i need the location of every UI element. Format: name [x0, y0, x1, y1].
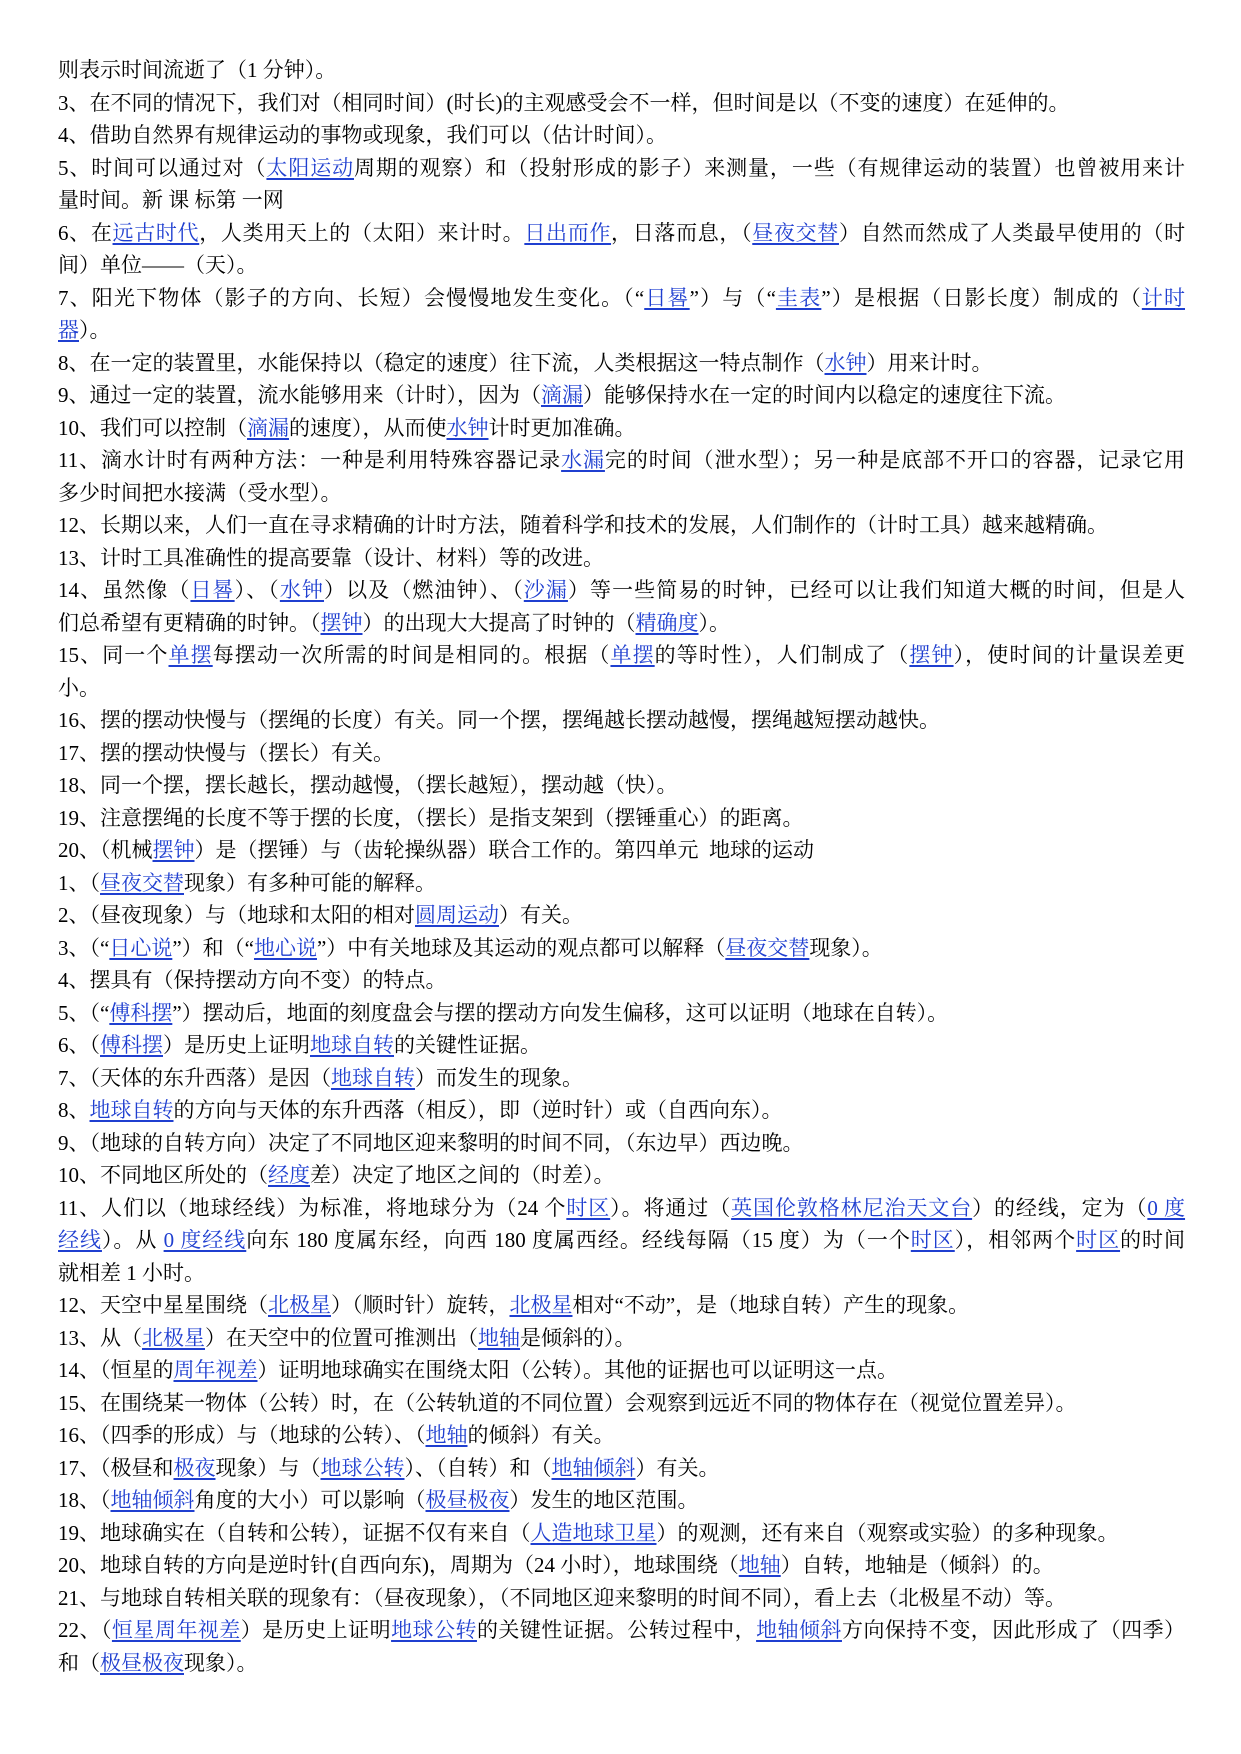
paragraph: [58, 542, 1185, 575]
text-line: [58, 867, 1185, 900]
paragraph: [58, 1289, 1185, 1322]
text-run: 的关键性证据。: [394, 1033, 541, 1057]
text-line: [58, 1127, 1185, 1160]
hyperlink[interactable]: 周年视差: [173, 1358, 258, 1382]
text-line: [58, 282, 1185, 315]
paragraph: [58, 1582, 1185, 1615]
text-line: [58, 1289, 1185, 1322]
text-run: 16、（四季的形成）与（地球的公转）、（: [58, 1423, 426, 1447]
text-run: 8、在一定的装置里，水能保持以（稳定的速度）往下流，人类根据这一特点制作（: [58, 350, 825, 375]
text-run: 21、与地球自转相关联的现象有：（昼夜现象），（不同地区迎来黎明的时间不同），看上去（北极星不动）等。: [58, 1585, 1066, 1610]
text-run: 5、时间可以通过对（: [58, 155, 267, 180]
text-run: 15、在围绕某一物体（公转）时，在（公转轨道的不同位置）会观察到远近不同的物体存在（视觉位置差异）。: [58, 1390, 1077, 1415]
paragraph: [58, 152, 1185, 217]
paragraph: [58, 1094, 1185, 1127]
paragraph: [58, 1549, 1185, 1582]
text-run: 9、通过一定的装置，流水能够用来（计时），因为（: [58, 383, 541, 407]
text-run: 14、虽然像（: [58, 578, 191, 602]
hyperlink[interactable]: 经线: [58, 1228, 102, 1252]
hyperlink[interactable]: 地球自转: [310, 1033, 394, 1057]
text-line: [58, 1647, 1185, 1680]
text-run: 的速度），从而使: [289, 415, 447, 440]
hyperlink[interactable]: 单摆: [610, 643, 655, 667]
paragraph: [58, 1614, 1185, 1679]
text-run: ）、（自转）和（: [404, 1455, 552, 1480]
text-run: ）以及（燃油钟）、（: [324, 578, 524, 602]
paragraph: [58, 509, 1185, 542]
text-line: [58, 1354, 1185, 1387]
text-run: 周期的观察）和（投射形成的影子）来测量，一些（有规律运动的装置）也曾被用来计: [354, 155, 1186, 180]
hyperlink[interactable]: 时区: [1076, 1228, 1121, 1252]
text-line: [58, 379, 1185, 412]
text-run: ）是历史上证明: [240, 1618, 392, 1642]
text-run: ）发生的地区范围。: [509, 1488, 699, 1512]
text-run: ）、（: [234, 578, 280, 602]
hyperlink[interactable]: 日出而作: [524, 220, 612, 245]
text-line: [58, 87, 1185, 120]
paragraph: [58, 1517, 1185, 1550]
text-run: 20、地球自转的方向是逆时针(自西向东)，周期为（24 小时），地球围绕（: [58, 1553, 739, 1577]
text-line: [58, 347, 1185, 380]
paragraph: [58, 1159, 1185, 1192]
text-run: 相对“不动”，是（地球自转）产生的现象。: [572, 1293, 970, 1317]
text-run: ）是（摆锤）与（齿轮操纵器）联合工作的。第四单元 地球的运动: [194, 838, 814, 862]
hyperlink[interactable]: 0 度经线: [163, 1228, 247, 1252]
text-run: 15、同一个: [58, 643, 169, 667]
hyperlink[interactable]: 远古时代: [112, 220, 200, 245]
text-run: 6、在: [58, 220, 113, 245]
text-run: 们总希望有更精确的时钟。（: [58, 610, 321, 635]
paragraph: [58, 769, 1185, 802]
text-line: [58, 1257, 1185, 1290]
text-run: 8、: [58, 1098, 90, 1122]
text-run: 量时间。新 课 标第 一网: [58, 188, 284, 212]
text-line: [58, 899, 1185, 932]
text-run: ），相邻两个: [954, 1228, 1077, 1252]
paragraph: [58, 282, 1185, 347]
paragraph: [58, 1452, 1185, 1485]
text-line: [58, 769, 1185, 802]
text-run: 完的时间（泄水型）；另一种是底部不开口的容器，记录它用: [604, 448, 1186, 472]
text-line: [58, 1582, 1185, 1615]
hyperlink[interactable]: 极夜: [173, 1455, 216, 1480]
text-line: [58, 1484, 1185, 1517]
text-run: ）的经线，定为（: [972, 1195, 1148, 1220]
text-line: [58, 1387, 1185, 1420]
text-line: [58, 184, 1185, 217]
text-line: [58, 477, 1185, 510]
text-run: 13、从（: [58, 1325, 142, 1350]
text-run: ”）与（“: [689, 285, 776, 310]
text-run: ）。从: [101, 1228, 164, 1252]
text-run: ）自转，地轴是（倾斜）的。: [780, 1553, 1054, 1577]
paragraph: [58, 1192, 1185, 1290]
hyperlink[interactable]: 水钟: [446, 415, 489, 440]
text-run: ）的出现大大提高了时钟的（: [362, 610, 636, 635]
text-run: 每摆动一次所需的时间是相同的。根据（: [212, 643, 611, 667]
text-run: ）而发生的现象。: [415, 1065, 583, 1090]
text-run: 则表示时间流逝了（1 分钟）。: [58, 58, 337, 82]
text-run: 12、长期以来，人们一直在寻求精确的计时方法，随着科学和技术的发展，人们制作的（计时工具）越来越精确。: [58, 513, 1108, 537]
text-line: [58, 54, 1185, 87]
hyperlink[interactable]: 日晷: [644, 285, 690, 310]
text-line: [58, 217, 1185, 250]
text-line: [58, 607, 1185, 640]
paragraph: [58, 87, 1185, 120]
text-run: 18、同一个摆，摆长越长，摆动越慢，（摆长越短），摆动越（快）。: [58, 773, 678, 797]
text-run: 是倾斜的）。: [520, 1325, 636, 1350]
text-run: ）在天空中的位置可推测出（: [205, 1325, 478, 1350]
text-run: 9、（地球的自转方向）决定了不同地区迎来黎明的时间不同，（东边早）西边晚。: [58, 1130, 804, 1155]
text-line: [58, 1419, 1185, 1452]
text-run: 14、（恒星的: [58, 1358, 174, 1382]
paragraph: [58, 1062, 1185, 1095]
paragraph: [58, 54, 1185, 87]
text-run: 7、阳光下物体（影子的方向、长短）会慢慢地发生变化。（“: [58, 285, 645, 310]
text-run: ）有关。: [499, 903, 583, 927]
paragraph: [58, 1387, 1185, 1420]
text-run: 现象）与（: [215, 1455, 321, 1480]
text-line: [58, 444, 1185, 477]
text-line: [58, 737, 1185, 770]
hyperlink[interactable]: 滴漏: [541, 383, 583, 407]
text-line: [58, 997, 1185, 1030]
hyperlink[interactable]: 太阳运动: [266, 155, 354, 180]
text-line: [58, 1322, 1185, 1355]
hyperlink[interactable]: 时区: [566, 1195, 611, 1220]
text-run: 16、摆的摆动快慢与（摆绳的长度）有关。同一个摆，摆绳越长摆动越慢，摆绳越短摆动越快。: [58, 708, 940, 732]
text-run: ）（顺时针）旋转，: [331, 1293, 510, 1317]
text-run: 方向保持不变，因此形成了（四季）: [841, 1618, 1186, 1642]
text-run: 19、注意摆绳的长度不等于摆的长度，（摆长）是指支架到（摆锤重心）的距离。: [58, 805, 804, 830]
paragraph: [58, 867, 1185, 900]
text-run: 1、（: [58, 870, 100, 895]
hyperlink[interactable]: 北极星: [268, 1293, 331, 1317]
hyperlink[interactable]: 计时: [1141, 285, 1185, 310]
text-line: [58, 412, 1185, 445]
text-run: 4、借助自然界有规律运动的事物或现象，我们可以（估计时间）。: [58, 123, 667, 147]
text-run: 5、（“: [58, 1000, 110, 1025]
text-run: ，人类用天上的（太阳）来计时。: [199, 220, 525, 245]
text-line: [58, 1517, 1185, 1550]
text-run: 和（: [58, 1650, 100, 1675]
paragraph: [58, 1127, 1185, 1160]
text-run: ）。: [79, 318, 111, 342]
text-line: [58, 639, 1185, 672]
document-body: [58, 54, 1185, 1679]
paragraph: [58, 1484, 1185, 1517]
hyperlink[interactable]: 日晷: [190, 578, 235, 602]
text-run: 多少时间把水接满（受水型）。: [58, 480, 342, 505]
text-run: 3、（“: [58, 935, 110, 960]
hyperlink[interactable]: 水钟: [279, 578, 325, 602]
text-line: [58, 574, 1185, 607]
hyperlink[interactable]: 单摆: [168, 643, 213, 667]
paragraph: [58, 412, 1185, 445]
text-run: ”）中有关地球及其运动的观点都可以解释（: [316, 935, 726, 960]
hyperlink[interactable]: 地球自转: [89, 1098, 174, 1122]
paragraph: [58, 639, 1185, 704]
text-line: [58, 964, 1185, 997]
text-run: ）自然而然成了人类最早使用的（时: [838, 220, 1186, 245]
text-run: 向东 180 度属东经，向西 180 度属西经。经线每隔（15 度）为（一个: [246, 1228, 911, 1252]
text-run: 17、（极昼和: [58, 1455, 174, 1480]
paragraph: [58, 1354, 1185, 1387]
paragraph: [58, 964, 1185, 997]
hyperlink[interactable]: 极昼极夜: [425, 1488, 510, 1512]
text-line: [58, 119, 1185, 152]
text-line: [58, 704, 1185, 737]
hyperlink[interactable]: 人造地球卫星: [530, 1520, 657, 1545]
text-run: 的倾斜）有关。: [467, 1423, 615, 1447]
hyperlink[interactable]: 英国伦敦格林尼治天文台: [731, 1195, 973, 1220]
text-line: [58, 249, 1185, 282]
text-line: [58, 1159, 1185, 1192]
text-run: ）。将通过（: [610, 1195, 732, 1220]
hyperlink[interactable]: 摆钟: [152, 838, 195, 862]
hyperlink[interactable]: 地球自转: [331, 1065, 415, 1090]
paragraph: [58, 1029, 1185, 1062]
hyperlink[interactable]: 地轴: [425, 1423, 468, 1447]
hyperlink[interactable]: 地轴: [738, 1553, 781, 1577]
hyperlink[interactable]: 经度: [268, 1163, 310, 1187]
text-run: 计时更加准确。: [488, 415, 636, 440]
paragraph: [58, 574, 1185, 639]
hyperlink[interactable]: 北极星: [142, 1325, 205, 1350]
hyperlink[interactable]: 昼夜交替: [752, 220, 839, 245]
hyperlink[interactable]: 圆周运动: [415, 903, 499, 927]
text-run: 3、在不同的情况下，我们对（相同时间）(时长)的主观感受会不一样，但时间是以（不变的速度）在延伸的。: [58, 90, 1070, 115]
text-line: [58, 314, 1185, 347]
text-run: 22、（: [58, 1618, 112, 1642]
paragraph: [58, 444, 1185, 509]
hyperlink[interactable]: 地心说: [253, 935, 317, 960]
text-run: 现象）有多种可能的解释。: [184, 870, 436, 895]
text-line: [58, 802, 1185, 835]
text-run: 就相差 1 小时。: [58, 1260, 205, 1285]
text-run: 11、滴水计时有两种方法：一种是利用特殊容器记录: [58, 448, 562, 472]
hyperlink[interactable]: 恒星周年视差: [111, 1618, 241, 1642]
paragraph: [58, 347, 1185, 380]
text-line: [58, 1192, 1185, 1225]
hyperlink[interactable]: 昼夜交替: [100, 870, 184, 895]
text-run: 12、天空中星星围绕（: [58, 1293, 268, 1317]
text-run: ）的观测，还有来自（观察或实验）的多种现象。: [656, 1520, 1119, 1545]
paragraph: [58, 737, 1185, 770]
hyperlink[interactable]: 时区: [910, 1228, 955, 1252]
text-run: 20、（机械: [58, 838, 153, 862]
hyperlink[interactable]: 水钟: [824, 350, 867, 375]
text-run: ”）摆动后，地面的刻度盘会与摆的摆动方向发生偏移，这可以证明（地球在自转）。: [172, 1000, 949, 1025]
paragraph: [58, 704, 1185, 737]
hyperlink[interactable]: 傅科摆: [109, 1000, 173, 1025]
hyperlink[interactable]: 地轴倾斜: [110, 1488, 195, 1512]
hyperlink[interactable]: 圭表: [775, 285, 822, 310]
hyperlink[interactable]: 日心说: [109, 935, 173, 960]
paragraph: [58, 1419, 1185, 1452]
hyperlink[interactable]: 器: [58, 318, 79, 342]
hyperlink[interactable]: 精确度: [635, 610, 699, 635]
hyperlink[interactable]: 地球公转: [320, 1455, 405, 1480]
text-line: [58, 1062, 1185, 1095]
text-line: [58, 1452, 1185, 1485]
hyperlink[interactable]: 水漏: [561, 448, 605, 472]
text-run: 17、摆的摆动快慢与（摆长）有关。: [58, 740, 394, 765]
hyperlink[interactable]: 极昼极夜: [100, 1650, 184, 1675]
text-run: ，日落而息，（: [611, 220, 753, 245]
text-run: ）证明地球确实在围绕太阳（公转）。其他的证据也可以证明这一点。: [257, 1358, 898, 1382]
text-line: [58, 1224, 1185, 1257]
text-line: [58, 542, 1185, 575]
paragraph: [58, 899, 1185, 932]
hyperlink[interactable]: 地轴倾斜: [756, 1618, 842, 1642]
paragraph: [58, 997, 1185, 1030]
paragraph: [58, 217, 1185, 282]
hyperlink[interactable]: 0 度: [1147, 1195, 1186, 1220]
text-run: ）等一些简易的时钟，已经可以让我们知道大概的时间，但是人: [567, 578, 1186, 602]
text-run: 10、不同地区所处的（: [58, 1163, 268, 1187]
text-run: 的时间: [1120, 1228, 1186, 1252]
text-line: [58, 834, 1185, 867]
text-run: 4、摆具有（保持摆动方向不变）的特点。: [58, 968, 447, 992]
text-run: 现象）。: [809, 935, 883, 960]
text-run: 10、我们可以控制（: [58, 415, 247, 440]
text-run: 现象）。: [184, 1650, 258, 1675]
hyperlink[interactable]: 地球公转: [391, 1618, 477, 1642]
paragraph: [58, 834, 1185, 867]
text-run: 7、（天体的东升西落）是因（: [58, 1065, 331, 1090]
text-run: ）有关。: [635, 1455, 720, 1480]
text-run: 11、人们以（地球经线）为标准，将地球分为（24 个: [58, 1195, 567, 1220]
text-run: 的方向与天体的东升西落（相反），即（逆时针）或（自西向东）。: [173, 1098, 783, 1122]
text-run: ”）是根据（日影长度）制成的（: [821, 285, 1142, 310]
text-run: 差）决定了地区之间的（时差）。: [310, 1163, 615, 1187]
text-run: 13、计时工具准确性的提高要靠（设计、材料）等的改进。: [58, 545, 604, 570]
paragraph: [58, 1322, 1185, 1355]
hyperlink[interactable]: 昼夜交替: [725, 935, 810, 960]
paragraph: [58, 119, 1185, 152]
text-run: 19、地球确实在（自转和公转），证据不仅有来自（: [58, 1520, 531, 1545]
hyperlink[interactable]: 摆钟: [320, 610, 363, 635]
text-run: ）能够保持水在一定的时间内以稳定的速度往下流。: [583, 383, 1066, 407]
hyperlink[interactable]: 摆钟: [909, 643, 954, 667]
hyperlink[interactable]: 地轴倾斜: [551, 1455, 636, 1480]
text-run: ）是历史上证明: [163, 1033, 310, 1057]
text-run: 间）单位——（天）。: [58, 253, 258, 277]
text-line: [58, 1094, 1185, 1127]
text-run: 小。: [58, 675, 100, 700]
text-run: 18、（: [58, 1488, 111, 1512]
text-line: [58, 1614, 1185, 1647]
text-run: 6、（: [58, 1033, 100, 1057]
text-run: 2、（昼夜现象）与（地球和太阳的相对: [58, 903, 415, 927]
text-line: [58, 152, 1185, 185]
hyperlink[interactable]: 傅科摆: [100, 1033, 163, 1057]
text-line: [58, 509, 1185, 542]
text-run: 的等时性），人们制成了（: [654, 643, 910, 667]
text-run: ）用来计时。: [866, 350, 993, 375]
text-run: ），使时间的计量误差更: [953, 643, 1186, 667]
hyperlink[interactable]: 沙漏: [523, 578, 568, 602]
text-run: ”）和（“: [172, 935, 254, 960]
text-line: [58, 672, 1185, 705]
text-line: [58, 1029, 1185, 1062]
text-line: [58, 1549, 1185, 1582]
paragraph: [58, 932, 1185, 965]
hyperlink[interactable]: 滴漏: [247, 415, 289, 440]
text-run: 角度的大小）可以影响（: [194, 1488, 426, 1512]
paragraph: [58, 802, 1185, 835]
paragraph: [58, 379, 1185, 412]
hyperlink[interactable]: 地轴: [478, 1325, 520, 1350]
text-run: ）。: [698, 610, 730, 635]
text-line: [58, 932, 1185, 965]
hyperlink[interactable]: 北极星: [509, 1293, 573, 1317]
text-run: 的关键性证据。公转过程中，: [476, 1618, 757, 1642]
